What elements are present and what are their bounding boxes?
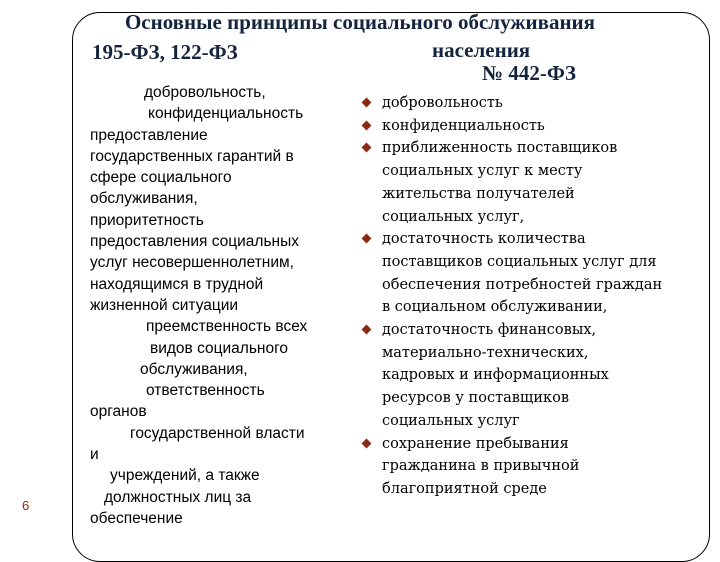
right-item-line: ресурсов у поставщиков — [382, 390, 570, 407]
left-line: государственной власти — [130, 424, 305, 442]
right-list-item — [362, 433, 702, 501]
left-line: находящимся в трудной — [90, 275, 264, 293]
diamond-bullet-icon — [362, 325, 372, 335]
right-item-line: жительства получателей — [382, 185, 575, 202]
right-item-line: обеспечения потребностей граждан — [382, 276, 663, 293]
right-item-line: благоприятной среде — [382, 480, 547, 497]
left-line: должностных лиц за — [104, 488, 252, 506]
left-line: учреждений, а также — [110, 467, 260, 485]
slide-title: Основные принципы социального обслуживания — [124, 10, 596, 34]
right-header-line2: № 442-ФЗ — [482, 61, 576, 85]
left-line: услуг несовершеннолетним, — [90, 254, 294, 272]
left-line: жизненной ситуации — [90, 296, 239, 314]
right-item-line: конфиденциальность — [382, 117, 545, 134]
right-item-line: кадровых и информационных — [382, 367, 609, 384]
right-item-line: приближенность поставщиков — [382, 140, 618, 157]
right-item-line: социальных услуг — [382, 412, 520, 429]
diamond-bullet-icon — [362, 120, 372, 130]
right-item-line: материально-технических, — [382, 344, 589, 361]
right-item-line: социальных услуг, — [382, 208, 525, 225]
right-list-item — [362, 137, 702, 228]
right-item-line: поставщиков социальных услуг для — [382, 253, 657, 270]
diamond-bullet-icon — [362, 143, 372, 153]
left-line: конфиденциальность — [148, 105, 304, 123]
right-item-line: гражданина в привычной — [382, 458, 580, 475]
left-line: государственных гарантий в — [90, 147, 294, 165]
left-line: ответственность — [146, 382, 265, 400]
left-line: обслуживания, — [140, 360, 248, 378]
right-list-item — [362, 228, 702, 319]
right-list-item — [362, 92, 702, 115]
left-line: сфере социального — [90, 169, 232, 187]
diamond-bullet-icon — [362, 98, 372, 108]
right-list-item — [362, 319, 702, 433]
left-line: приоритетность — [90, 211, 204, 229]
left-line: обеспечение — [90, 509, 183, 527]
left-line: предоставления социальных — [90, 233, 299, 251]
right-item-line: достаточность количества — [382, 231, 586, 248]
left-line: и — [90, 446, 99, 464]
right-item-line: добровольность — [382, 95, 503, 111]
right-item-line: в социальном обслуживании, — [382, 299, 608, 316]
page-number: 6 — [22, 498, 30, 513]
diamond-bullet-icon — [362, 438, 372, 448]
right-list-item — [362, 115, 702, 138]
right-item-line: достаточность финансовых, — [382, 322, 597, 339]
right-header-line1: населения — [432, 38, 531, 62]
left-column-text — [90, 82, 340, 529]
diamond-bullet-icon — [362, 234, 372, 244]
left-line: обслуживания, — [90, 190, 198, 208]
left-line: преемственность всех — [146, 318, 308, 336]
left-line: предоставление — [90, 126, 208, 144]
left-line: добровольность, — [144, 84, 266, 101]
left-line: видов социального — [150, 339, 289, 357]
right-item-line: сохранение пребывания — [382, 435, 569, 452]
left-header: 195-ФЗ, 122-ФЗ — [92, 40, 238, 64]
right-item-line: социальных услуг к месту — [382, 163, 583, 180]
right-column-list — [362, 92, 702, 501]
left-line: органов — [90, 403, 147, 421]
